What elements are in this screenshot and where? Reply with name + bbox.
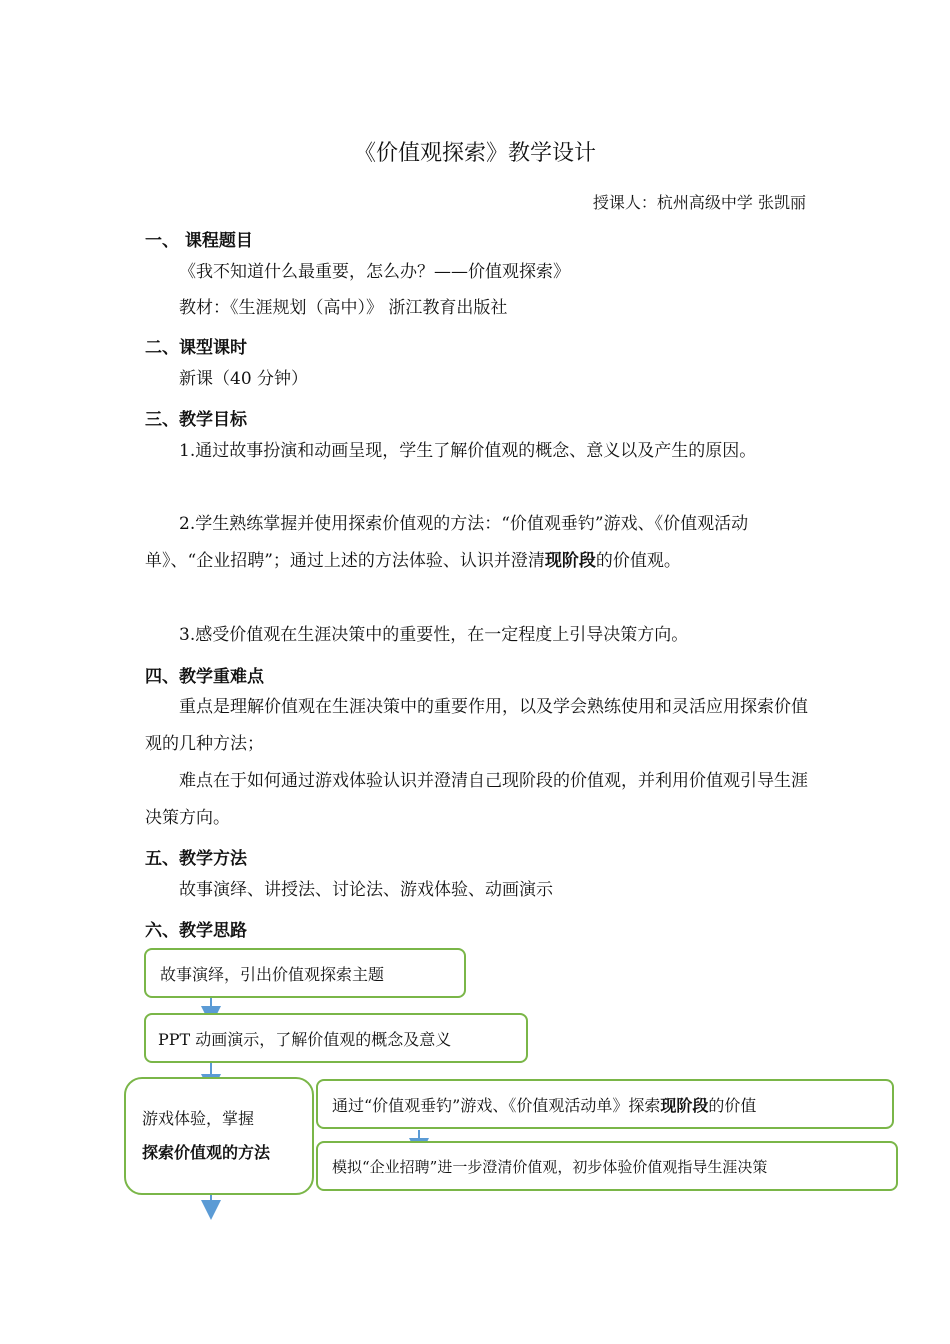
flow-step-3-bold: 探索价值观的方法	[142, 1143, 271, 1162]
goal-2-bold: 现阶段	[544, 551, 596, 571]
section-heading-3: 三、教学目标	[145, 410, 247, 430]
goal-2-text-a: 2.学生熟练掌握并使用探索价值观的方法：“价值观垂钓”游戏、《价值观活动单》、“企业招聘”；通过上述的方法体验、认识并澄清	[145, 514, 749, 571]
flow-branch-1-text-b: 的价值	[708, 1095, 757, 1115]
flow-step-1	[144, 948, 466, 998]
flow-step-1-text: 故事演绎，引出价值观探索主题	[160, 964, 385, 984]
flow-step-3-text: 游戏体验，掌握	[142, 1109, 255, 1128]
goal-3-text: 3.感受价值观在生涯决策中的重要性，在一定程度上引导决策方向。	[179, 625, 689, 645]
key-point-text: 重点是理解价值观在生涯决策中的重要作用，以及学会熟练使用和灵活应用探索价值观的几种方法；	[145, 697, 808, 754]
section-heading-4: 四、教学重难点	[145, 667, 264, 687]
flow-branch-2	[316, 1141, 898, 1191]
section-heading-5: 五、教学方法	[145, 849, 247, 869]
flow-branch-1-bold: 现阶段	[660, 1095, 709, 1115]
methods-text: 故事演绎、讲授法、讨论法、游戏体验、动画演示	[179, 880, 553, 900]
textbook-text: 教材：《生涯规划（高中）》 浙江教育出版社	[179, 298, 508, 318]
flow-branch-1	[316, 1079, 894, 1129]
flow-branch-1-text-a: 通过“价值观垂钓”游戏、《价值观活动单》探索	[332, 1095, 661, 1115]
lesson-type-text: 新课（40 分钟）	[179, 369, 309, 389]
goal-1-text: 1.通过故事扮演和动画呈现，学生了解价值观的概念、意义以及产生的原因。	[179, 441, 757, 461]
section-heading-1: 一、 课程题目	[145, 231, 253, 251]
goal-2-text-b: 的价值观。	[595, 551, 681, 571]
section-heading-6: 六、教学思路	[145, 921, 247, 941]
document-title: 《价值观探索》教学设计	[353, 141, 596, 166]
flow-branch-2-text: 模拟“企业招聘”进一步澄清价值观，初步体验价值观指导生涯决策	[332, 1157, 768, 1176]
flow-branch-1-content	[332, 1093, 756, 1116]
section-heading-2: 二、课型课时	[145, 338, 247, 358]
flow-step-2	[144, 1013, 528, 1063]
course-title-text: 《我不知道什么最重要，怎么办？——价值观探索》	[179, 262, 570, 282]
flow-step-3	[124, 1077, 314, 1195]
difficulty-text: 难点在于如何通过游戏体验认识并澄清自己现阶段的价值观，并利用价值观引导生涯决策方向。	[145, 771, 808, 828]
flow-step-2-text: PPT 动画演示，了解价值观的概念及意义	[158, 1029, 452, 1049]
author-line: 授课人：杭州高级中学 张凯丽	[592, 193, 806, 212]
